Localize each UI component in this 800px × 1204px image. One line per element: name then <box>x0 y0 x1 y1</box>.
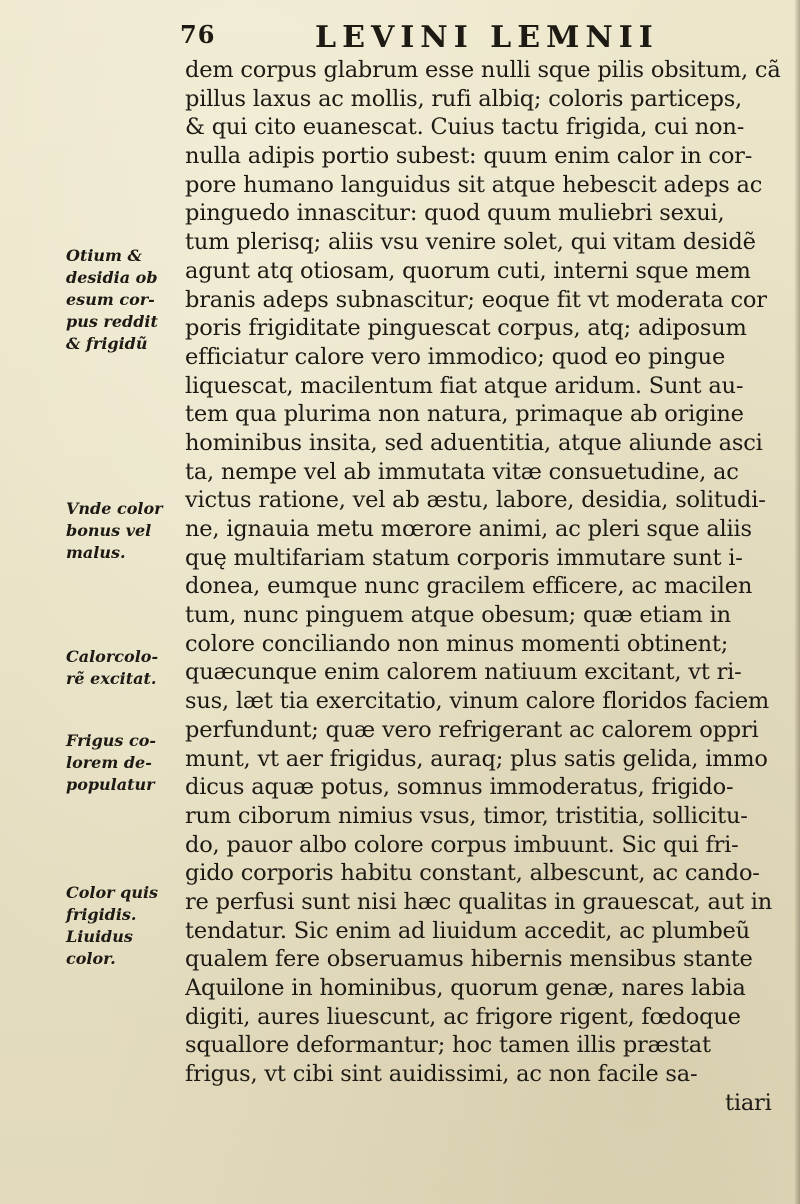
text-line: colore conciliando non minus momenti obtinent; <box>185 630 729 657</box>
text-line: tum plerisq; aliis vsu venire solet, qui vitam desidẽ <box>185 229 756 256</box>
text-line: tum, nunc pinguem atque obesum; quæ etiam in <box>185 602 731 629</box>
page-header <box>170 16 790 56</box>
page-number: 76 <box>180 20 216 49</box>
text-line: Aquilone in hominibus, quorum genæ, nares labia <box>185 975 746 1001</box>
text-line: perfundunt; quæ vero refrigerant ac calorem oppri <box>185 716 759 743</box>
text-line: frigus, vt cibi sint auidissimi, ac non facile sa- <box>185 1061 698 1088</box>
margin-note-calor <box>66 646 184 690</box>
text-line: nulla adipis portio subest: quum enim calor in cor- <box>185 143 753 170</box>
text-line: donea, eumque nunc gracilem efficere, ac macilen <box>185 573 753 600</box>
margin-note-line: Calorcolo- <box>66 647 159 666</box>
margin-note-line: color. <box>66 949 116 968</box>
margin-note-line: & frigidũ <box>66 334 148 353</box>
text-line: & qui cito euanescat. Cuius tactu frigida, cui non- <box>185 114 745 141</box>
text-line: squallore deformantur; hoc tamen illis præstat <box>185 1032 711 1059</box>
text-line: liquescat, macilentum fiat atque aridum. Sunt au- <box>185 372 744 399</box>
margin-note-line: rẽ excitat. <box>66 669 157 688</box>
text-line: digiti, aures liuescunt, ac frigore rigent, fœdoque <box>185 1003 741 1030</box>
text-line: hominibus insita, sed aduentitia, atque aliunde asci <box>185 429 763 456</box>
margin-note-line: Frigus co- <box>66 731 157 750</box>
text-line: dicus aquæ potus, somnus immoderatus, frigido- <box>185 774 734 801</box>
margin-note-line: bonus vel <box>66 521 152 540</box>
text-line: tem qua plurima non natura, primaque ab origine <box>185 401 744 428</box>
margin-note-line: Color quis <box>66 883 159 902</box>
running-head: LEVINI LEMNII <box>315 20 659 55</box>
text-line: do, pauor albo colore corpus imbuunt. Sic qui fri- <box>185 831 739 858</box>
margin-note-line: lorem de- <box>66 753 152 772</box>
margin-note-line: Liuidus <box>66 927 133 946</box>
text-line: agunt atq otiosam, quorum cuti, interni sque mem <box>185 257 751 284</box>
text-line: re perfusi sunt nisi hæc qualitas in grauescat, aut in <box>185 888 773 915</box>
text-line: ne, ignauia metu mœrore animi, ac pleri sque aliis <box>185 516 752 542</box>
margin-note-line: esum cor- <box>66 290 155 309</box>
text-line: qualem fere obseruamus hibernis mensibus stante <box>185 946 753 973</box>
text-line: gido corporis habitu constant, albescunt, ac cando- <box>185 860 760 887</box>
margin-note-line: desidia ob <box>66 268 158 287</box>
margin-note-line: Otium & <box>66 246 142 265</box>
margin-note-line: malus. <box>66 543 126 562</box>
margin-note-color <box>66 498 184 564</box>
text-line: victus ratione, vel ab æstu, labore, desidia, solitudi- <box>185 487 766 514</box>
text-line: pinguedo innascitur: quod quum muliebri sexui, <box>185 200 725 227</box>
text-line: tendatur. Sic enim ad liuidum accedit, ac plumbeũ <box>185 917 750 944</box>
text-line: munt, vt aer frigidus, auraq; plus satis gelida, immo <box>185 745 768 772</box>
text-line: poris frigiditate pinguescat corpus, atq; adiposum <box>185 315 747 342</box>
text-line: rum ciborum nimius vsus, timor, tristitia, sollicitu- <box>185 802 748 829</box>
text-line: pillus laxus ac mollis, rufi albiq; coloris particeps, <box>185 85 742 112</box>
main-text-block <box>185 56 790 1117</box>
margin-note-liuidus <box>66 882 184 970</box>
text-line: quę multifariam statum corporis immutare sunt i- <box>185 544 743 571</box>
text-line: efficiatur calore vero immodico; quod eo pingue <box>185 343 726 370</box>
text-line: branis adeps subnascitur; eoque fit vt moderata cor <box>185 286 767 313</box>
margin-note-line: frigidis. <box>66 905 137 924</box>
text-line: sus, læt tia exercitatio, vinum calore floridos faciem <box>185 688 770 715</box>
text-line: quæcunque enim calorem natiuum excitant, vt ri- <box>185 659 742 686</box>
page-edge-shadow <box>794 0 800 1204</box>
text-line: ta, nempe vel ab immutata vitæ consuetudine, ac <box>185 458 739 485</box>
margin-note-line: populatur <box>66 775 155 794</box>
margin-note-otium <box>66 245 184 355</box>
margin-note-frigus <box>66 730 184 796</box>
text-line: dem corpus glabrum esse nulli sque pilis obsitum, cã <box>185 57 781 83</box>
margin-note-line: Vnde color <box>66 499 163 518</box>
text-line: tiari <box>725 1089 772 1116</box>
text-line: pore humano languidus sit atque hebescit adeps ac <box>185 171 763 198</box>
margin-note-line: pus reddit <box>66 312 158 331</box>
